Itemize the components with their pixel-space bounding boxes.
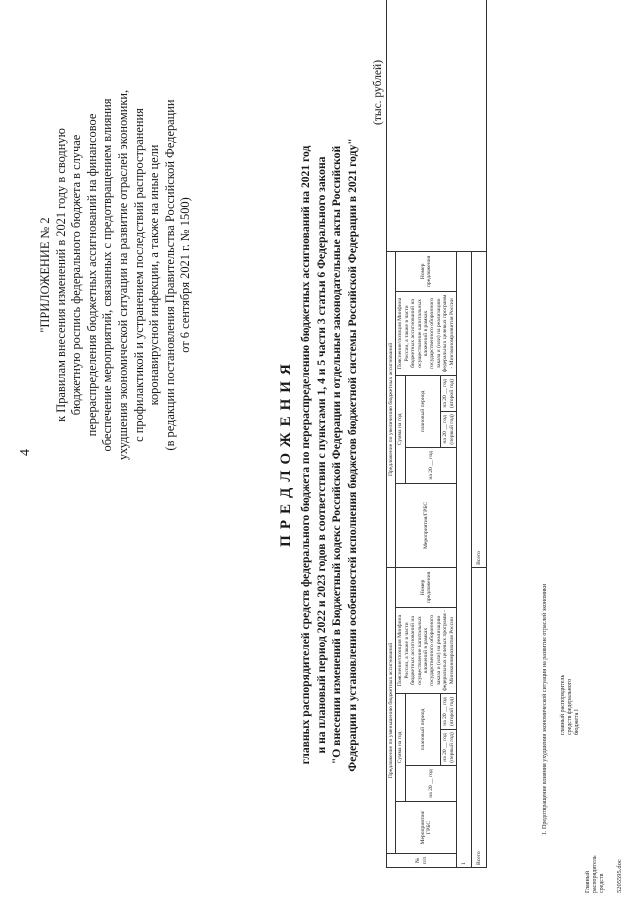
appendix-line: (в редакции постановления Правительства Российской Федерации <box>162 99 177 451</box>
document-title: ПРЕДЛОЖЕНИЯ <box>278 358 294 547</box>
header-amount-year: Сумма на год <box>396 694 405 802</box>
header-year-current: на 20 __ год <box>405 447 456 483</box>
header-proposal-number: Номер предложения <box>396 251 457 291</box>
header-year-current: на 20 __ год <box>405 766 456 802</box>
blank-area <box>387 0 487 251</box>
header-year-first: на 20 __ год (первый год) <box>441 730 457 766</box>
signature-line: главный распорядитель <box>560 674 566 735</box>
header-year-second: на 20 __ год (второй год) <box>441 375 457 411</box>
header-explanation: Пояснение/позиция Минфина России, а также в части бюджетных ассигнований на осуществление капитальных вложений в рамках государственного оборонного заказа и (или) на реализацию федеральных целевых программ - Минэкономразвития России <box>396 291 457 375</box>
appendix-line: к Правилам внесения изменений в 2021 году в сводную <box>53 128 68 422</box>
appendix-line: от 6 сентября 2021 г. № 1500) <box>178 197 193 353</box>
header-explanation: Пояснение/позиция Минфина России, а также в части бюджетных ассигнований на осуществление капитальных вложений в рамках государственного оборонного заказа и (или) на реализацию федеральных целевых программ - Минэкономразвития России <box>396 608 457 694</box>
signature-line: распорядитель <box>592 855 598 893</box>
header-num: № п/п <box>387 854 457 868</box>
total-label-decrease: Всего <box>472 567 487 867</box>
subtitle-line: и на плановый период 2022 и 2023 годов в соответствии с пунктами 1, 4 и 5 части 3 статьи 6 Федерального закона <box>314 156 328 754</box>
header-plan-period: плановый период <box>405 375 440 447</box>
file-name: 5205595.doc <box>616 859 623 893</box>
subtitle-line: главных распорядителей средств федерального бюджета по перераспределению бюджетных ассигнований на 2021 год <box>299 145 312 765</box>
header-year-second: на 20 __ год (второй год) <box>441 694 457 730</box>
header-plan-period: плановый период <box>405 694 440 766</box>
signature-line: Главный <box>585 871 591 893</box>
signature-line: средств федерального <box>567 678 573 735</box>
header-measure: Мероприятия/ГРБС <box>396 802 457 854</box>
appendix-line: с профилактикой и устранением последствий распространения <box>131 108 146 442</box>
header-amount-year: Сумма на год <box>396 375 405 483</box>
subtitle-line: "О внесении изменений в Бюджетный кодекс Российской Федерации и отдельные законодательные акты Российской <box>330 145 343 765</box>
signature-line: бюджета I <box>574 709 580 735</box>
appendix-line: коронавирусной инфекции, а также на иные цели <box>147 144 162 406</box>
header-measure: Мероприятия/ГРБС <box>396 483 457 567</box>
total-label-increase: Всего <box>472 251 487 567</box>
header-year-first: на 20 __ год (первый год) <box>441 411 457 447</box>
proposals-table <box>386 0 487 868</box>
page-number: 4 <box>18 449 33 456</box>
appendix-line: обеспечение мероприятий, связанных с предотвращением влияния <box>100 98 115 452</box>
section-mark: 1 <box>457 251 472 867</box>
header-group-increase: Предложение по увеличению бюджетных ассигнований <box>387 251 396 567</box>
signature-line: средств <box>599 873 605 893</box>
footnote: 1. Предотвращение влияния ухудшения экономической ситуации на развитие отраслей экономики <box>542 583 548 835</box>
appendix-line: "ПРИЛОЖЕНИЕ № 2 <box>38 217 52 333</box>
signature-block <box>560 675 581 735</box>
appendix-line: бюджетную роспись федерального бюджета в случае <box>69 134 84 416</box>
subtitle-line: Федерации и установлении особенностей исполнения бюджетов бюджетной системы Российской Федерации в 2021 году" <box>345 138 359 772</box>
left-signature-block <box>585 855 606 893</box>
header-group-decrease: Предложение по уменьшению бюджетных ассигнований <box>387 567 396 853</box>
document-subtitle <box>298 25 360 885</box>
appendix-header <box>38 40 194 510</box>
appendix-line: ухудшения экономической ситуации на развитие отраслей экономики, <box>115 89 130 461</box>
units-label: (тыс. рублей) <box>372 59 384 125</box>
header-proposal-number: Номер предложения <box>396 567 457 607</box>
appendix-line: перераспределения бюджетных ассигнований на финансовое <box>84 113 99 437</box>
